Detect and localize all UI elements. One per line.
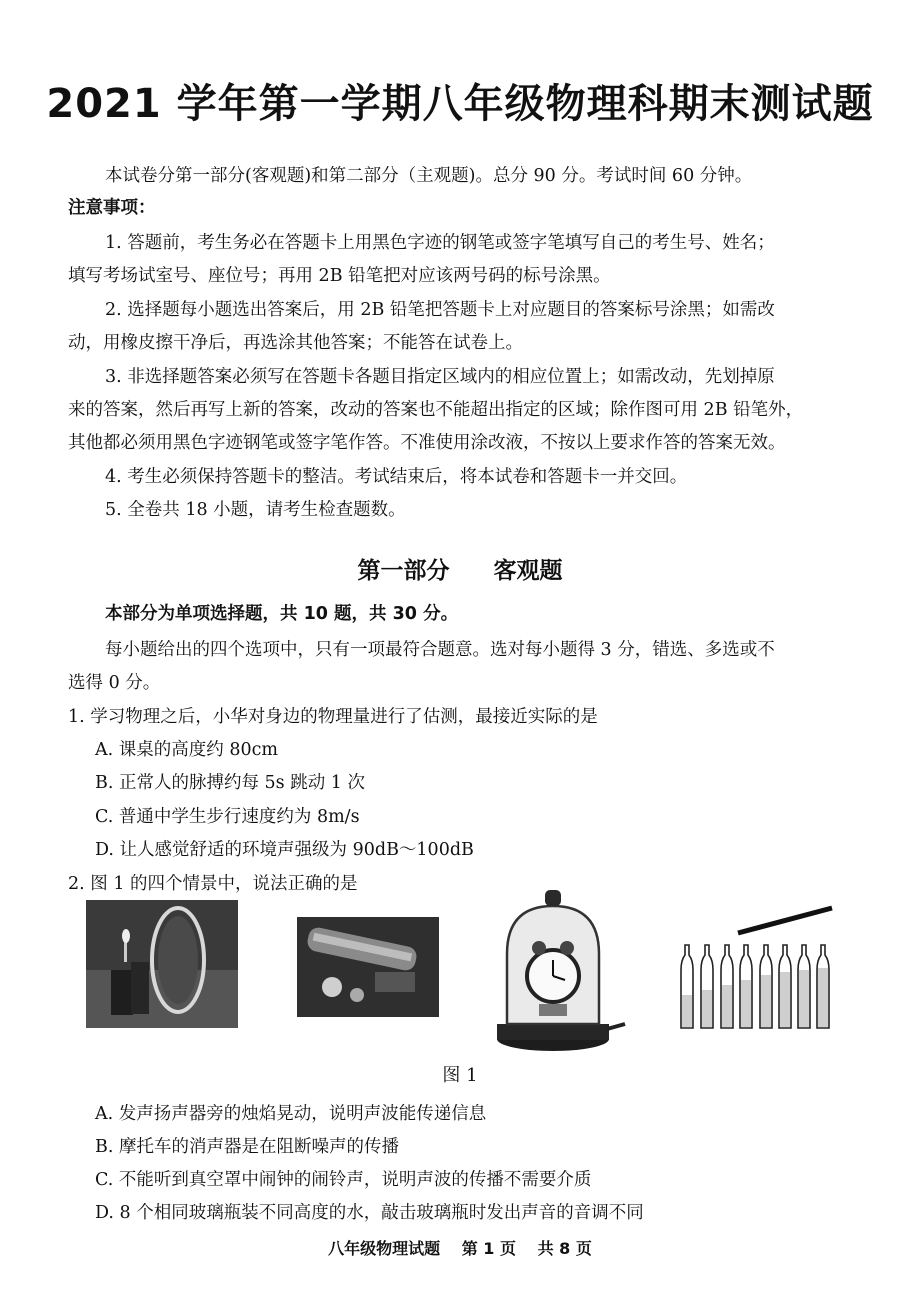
- note-line: 3. 非选择题答案必须写在答题卡各题目指定区域内的相应位置上；如需改动，先划掉原: [105, 367, 775, 387]
- note-line: 2. 选择题每小题选出答案后，用 2B 铅笔把答题卡上对应题目的答案标号涂黑；如需改: [105, 300, 775, 320]
- section-name: 客观题: [493, 558, 563, 584]
- figure-1-caption: 图 1: [442, 1065, 478, 1086]
- question-2-option-a: A. 发声扬声器旁的烛焰晃动，说明声波能传递信息: [95, 1104, 487, 1124]
- note-line: 4. 考生必须保持答题卡的整洁。考试结束后，将本试卷和答题卡一并交回。: [105, 467, 688, 487]
- note-line: 来的答案，然后再写上新的答案，改动的答案也不能超出指定的区域；除作图可用 2B 铅笔外，: [68, 400, 804, 420]
- footer-subject: 八年级物理试题: [328, 1239, 441, 1258]
- question-2-option-c: C. 不能听到真空罩中闹钟的闹铃声，说明声波的传播不需要介质: [95, 1170, 592, 1190]
- section-part: 第一部分: [357, 558, 450, 584]
- exam-title: 2021 学年第一学期八年级物理科期末测试题: [46, 81, 874, 127]
- notes-heading: 注意事项：: [68, 198, 156, 218]
- note-line: 动，用橡皮擦干净后，再选涂其他答案；不能答在试卷上。: [68, 333, 523, 353]
- footer-page: 第 1 页: [461, 1239, 516, 1258]
- note-line: 1. 答题前，考生务必在答题卡上用黑色字迹的钢笔或签字笔填写自己的考生号、姓名；: [105, 233, 775, 253]
- question-1-option-b: B. 正常人的脉搏约每 5s 跳动 1 次: [95, 773, 365, 793]
- exam-intro: 本试卷分第一部分(客观题)和第二部分（主观题)。总分 90 分。考试时间 60 分钟。: [105, 166, 753, 186]
- section-desc-line: 每小题给出的四个选项中，只有一项最符合题意。选对每小题得 3 分，错选、多选或不: [105, 640, 775, 660]
- note-line: 5. 全卷共 18 小题，请考生检查题数。: [105, 500, 406, 520]
- question-2-stem: 2. 图 1 的四个情景中，说法正确的是: [68, 874, 358, 894]
- question-1-stem: 1. 学习物理之后，小华对身边的物理量进行了估测，最接近实际的是: [68, 707, 598, 727]
- page-footer: [0, 1236, 920, 1259]
- speaker-candle-photo: [86, 900, 238, 1028]
- question-1-option-c: C. 普通中学生步行速度约为 8m/s: [95, 807, 360, 827]
- question-1-option-d: D. 让人感觉舒适的环境声强级为 90dB～100dB: [95, 840, 474, 860]
- note-line: 其他都必须用黑色字迹钢笔或签字笔作答。不准使用涂改液，不按以上要求作答的答案无效。: [68, 433, 786, 453]
- glass-bottles-figure: [676, 900, 836, 1035]
- question-1-option-a: A. 课桌的高度约 80cm: [95, 740, 278, 760]
- bell-jar-alarm-clock: [495, 884, 630, 1056]
- question-2-option-d: D. 8 个相同玻璃瓶装不同高度的水，敲击玻璃瓶时发出声音的音调不同: [95, 1203, 644, 1223]
- note-line: 填写考场试室号、座位号；再用 2B 铅笔把对应该两号码的标号涂黑。: [68, 266, 611, 286]
- section-title: [0, 552, 920, 585]
- section-desc-bold: 本部分为单项选择题，共 10 题，共 30 分。: [105, 604, 459, 624]
- section-desc-line: 选得 0 分。: [68, 673, 161, 693]
- question-2-option-b: B. 摩托车的消声器是在阻断噪声的传播: [95, 1137, 399, 1157]
- motorcycle-muffler-photo: [297, 917, 439, 1017]
- footer-total: 共 8 页: [537, 1239, 592, 1258]
